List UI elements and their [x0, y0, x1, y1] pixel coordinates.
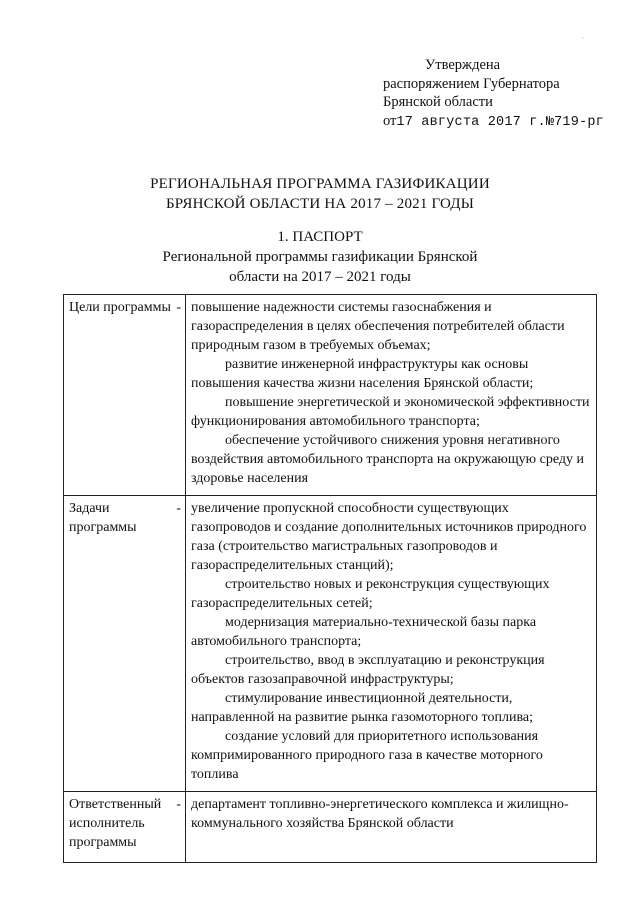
passport-table	[63, 294, 597, 863]
approval-line-1: Утверждена	[425, 57, 501, 73]
task-item: стимулирование инвестиционной деятельности, направленной на развитие рынка газомоторного топлива;	[191, 691, 533, 725]
table-row-executor	[64, 792, 597, 863]
task-item: строительство новых и реконструкция существующих газораспределительных сетей;	[191, 577, 550, 611]
table-row-tasks	[64, 496, 597, 792]
approval-stamp	[383, 56, 604, 132]
row-dash: -	[176, 501, 181, 516]
row-dash: -	[176, 797, 181, 812]
table-row-goals	[64, 295, 597, 496]
row-content-cell	[186, 295, 597, 496]
document-title	[0, 174, 640, 214]
task-item: модернизация материально-технической базы парка автомобильного транспорта;	[191, 615, 537, 649]
task-item: создание условий для приоритетного использования компримированного природного газа в качестве моторного топлива	[191, 729, 543, 782]
document-title-line-1: РЕГИОНАЛЬНАЯ ПРОГРАММА ГАЗИФИКАЦИИ	[150, 176, 490, 192]
row-content-cell	[186, 496, 597, 792]
passport-heading-block	[0, 227, 640, 287]
approval-date-prefix: от	[383, 112, 397, 129]
task-item: увеличение пропускной способности существующих газопроводов и создание дополнительных источников природного газа (строительство магистральных газопроводов и газораспределительных станций);	[191, 501, 587, 573]
document-title-line-2: БРЯНСКОЙ ОБЛАСТИ НА 2017 – 2021 ГОДЫ	[165, 196, 475, 212]
goal-item: обеспечение устойчивого снижения уровня негативного воздействия автомобильного транспорта на окружающую среду и здоровье населения	[191, 433, 584, 486]
row-dash: -	[176, 300, 181, 315]
approval-line-2: распоряжением Губернатора	[383, 75, 560, 92]
executor-item: департамент топливно-энергетического комплекса и жилищно-коммунального хозяйства Брянской области	[191, 797, 569, 831]
row-label-tasks: Задачи программы	[69, 501, 137, 535]
goal-item: повышение надежности системы газоснабжения и газораспределения в целях обеспечения потребителей области природным газом в требуемых объемах;	[191, 300, 565, 353]
passport-heading: 1. ПАСПОРТ	[277, 229, 363, 245]
row-label-executor: Ответственный исполнитель программы	[69, 797, 162, 850]
row-label-cell	[64, 792, 186, 863]
task-item: строительство, ввод в эксплуатацию и реконструкция объектов газозаправочной инфраструктуры;	[191, 653, 545, 687]
passport-subtitle-line-2: области на 2017 – 2021 годы	[229, 269, 411, 285]
approval-line-3: Брянской области	[383, 94, 493, 110]
row-content-cell	[186, 792, 597, 863]
goal-item: повышение энергетической и экономической эффективности функционирования автомобильного транспорта;	[191, 395, 590, 429]
scan-mark: ·	[581, 34, 584, 43]
approval-date-number: 17 августа 2017 г.№719-рг	[396, 114, 604, 130]
goal-item: развитие инженерной инфраструктуры как основы повышения качества жизни населения Брянской области;	[191, 357, 534, 391]
row-label-cell	[64, 295, 186, 496]
row-label-cell	[64, 496, 186, 792]
row-label-goals: Цели программы	[69, 300, 171, 315]
approval-date	[383, 112, 604, 133]
passport-subtitle-line-1: Региональной программы газификации Брянской	[162, 249, 478, 265]
